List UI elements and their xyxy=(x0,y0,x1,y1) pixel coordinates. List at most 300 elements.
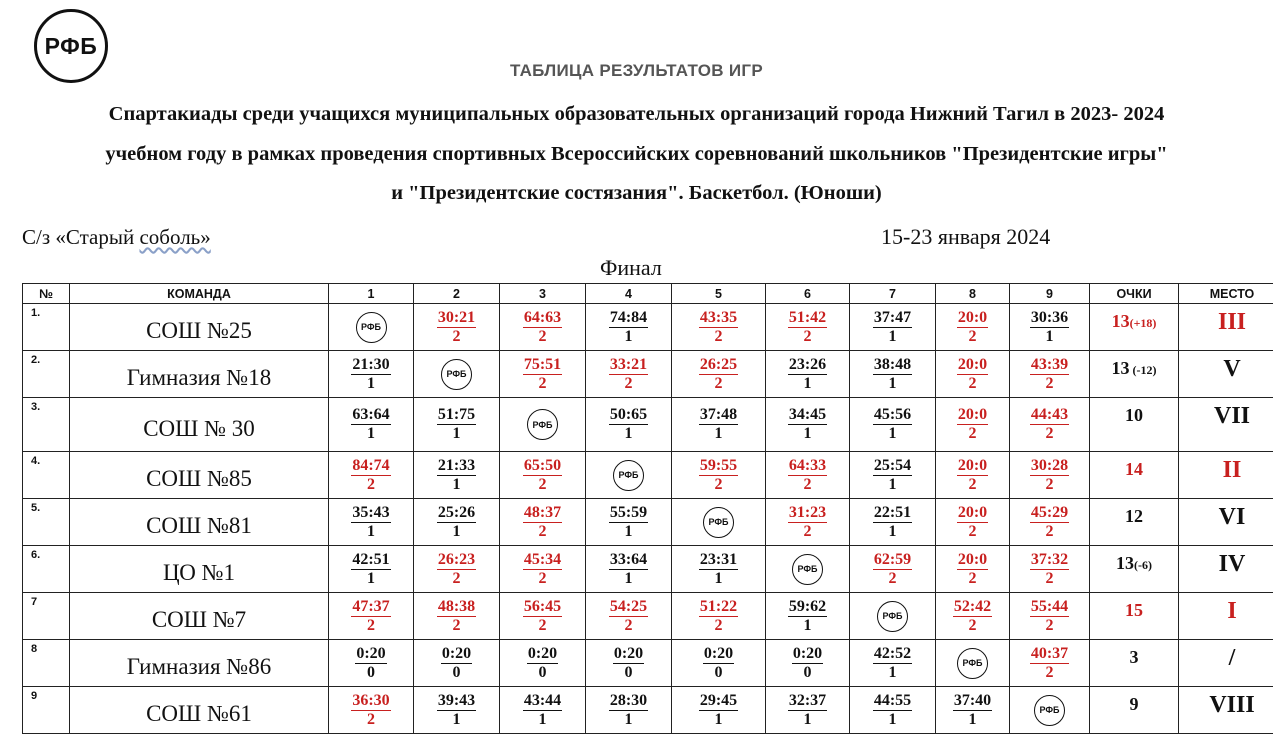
points-value: 12 xyxy=(1125,506,1143,526)
row-number: 4. xyxy=(23,452,70,499)
game-result xyxy=(523,356,562,393)
game-score: 35:43 xyxy=(352,503,390,521)
result-cell xyxy=(850,452,936,499)
game-points: 1 xyxy=(452,475,461,493)
game-result xyxy=(609,356,648,393)
game-score: 20:0 xyxy=(957,503,988,521)
logo-icon-text: РФБ xyxy=(618,470,639,480)
game-result xyxy=(873,645,912,682)
row-number: 6. xyxy=(23,546,70,593)
game-result xyxy=(957,309,988,346)
game-points: 1 xyxy=(888,475,897,493)
result-cell xyxy=(329,351,414,398)
game-result xyxy=(788,692,827,729)
game-result xyxy=(437,504,476,541)
result-cell xyxy=(766,546,850,593)
game-result xyxy=(437,692,476,729)
game-result xyxy=(437,309,476,346)
game-result xyxy=(788,457,827,494)
game-score: 43:39 xyxy=(1030,355,1069,373)
game-result xyxy=(1030,356,1069,393)
result-cell xyxy=(766,398,850,452)
game-points: 1 xyxy=(452,710,461,728)
game-score: 30:36 xyxy=(1030,308,1069,326)
final-place: II xyxy=(1179,452,1273,499)
row-number: 1. xyxy=(23,304,70,351)
points-value: 13 xyxy=(1116,553,1134,573)
game-points: 2 xyxy=(1045,522,1054,540)
team-name: СОШ №25 xyxy=(70,304,329,351)
venue-prefix: С/з «Старый xyxy=(22,225,140,249)
game-result xyxy=(699,406,738,443)
header-game-2: 2 xyxy=(414,284,500,304)
game-points: 1 xyxy=(888,522,897,540)
game-points: 1 xyxy=(803,425,812,442)
result-cell xyxy=(766,593,850,640)
result-cell xyxy=(672,546,766,593)
row-number: 3. xyxy=(23,398,70,452)
game-score: 37:32 xyxy=(1030,550,1069,568)
game-result xyxy=(1030,406,1069,443)
result-cell xyxy=(850,398,936,452)
game-points: 2 xyxy=(968,569,977,587)
game-score: 51:22 xyxy=(699,597,738,615)
result-cell xyxy=(936,546,1010,593)
game-points: 1 xyxy=(888,327,897,345)
result-cell xyxy=(850,499,936,546)
game-score: 22:51 xyxy=(873,503,912,521)
game-points: 2 xyxy=(1045,569,1054,587)
game-points: 2 xyxy=(714,327,723,345)
game-points: 1 xyxy=(366,425,375,442)
game-result xyxy=(703,645,734,682)
game-score: 48:38 xyxy=(437,597,476,615)
result-cell xyxy=(1010,452,1090,499)
rfb-logo-icon xyxy=(1034,695,1065,726)
game-score: 38:48 xyxy=(873,355,912,373)
game-points: 2 xyxy=(452,327,461,345)
points-value: 10 xyxy=(1125,405,1143,425)
result-cell xyxy=(672,687,766,734)
game-points: 1 xyxy=(624,569,633,587)
game-score: 55:59 xyxy=(609,503,648,521)
result-cell xyxy=(850,351,936,398)
venue xyxy=(22,225,211,250)
result-cell xyxy=(766,304,850,351)
game-result xyxy=(351,551,390,588)
game-result xyxy=(609,504,648,541)
game-score: 20:0 xyxy=(957,308,988,326)
game-score: 37:47 xyxy=(873,308,912,326)
game-points: 2 xyxy=(803,327,812,345)
game-result xyxy=(609,309,648,346)
game-points: 2 xyxy=(1045,374,1054,392)
game-result xyxy=(1030,645,1069,682)
tournament-dates: 15-23 января 2024 xyxy=(881,224,1051,249)
game-score: 23:26 xyxy=(788,355,827,373)
result-cell xyxy=(936,687,1010,734)
game-points: 2 xyxy=(968,522,977,540)
game-points: 0 xyxy=(538,663,547,681)
result-cell xyxy=(414,499,500,546)
game-points: 1 xyxy=(624,425,633,442)
row-number: 5. xyxy=(23,499,70,546)
game-score: 59:55 xyxy=(699,456,738,474)
header-game-9: 9 xyxy=(1010,284,1090,304)
table-row xyxy=(23,499,1273,546)
result-cell xyxy=(500,351,586,398)
document-heading: ТАБЛИЦА РЕЗУЛЬТАТОВ ИГР xyxy=(509,61,763,80)
game-score: 63:64 xyxy=(352,406,390,423)
game-result xyxy=(1030,457,1069,494)
game-score: 32:37 xyxy=(788,691,827,709)
game-score: 0:20 xyxy=(613,644,644,662)
table-row xyxy=(23,546,1273,593)
header-game-7: 7 xyxy=(850,284,936,304)
stage-title: Финал xyxy=(600,255,662,280)
game-result xyxy=(873,309,912,346)
result-cell xyxy=(586,546,672,593)
game-points: 2 xyxy=(968,425,977,442)
game-result xyxy=(1030,504,1069,541)
game-score: 51:75 xyxy=(437,406,476,423)
game-result xyxy=(609,406,648,443)
result-cell xyxy=(766,640,850,687)
game-points: 2 xyxy=(538,569,547,587)
result-cell xyxy=(329,304,414,351)
result-cell xyxy=(500,304,586,351)
result-cell xyxy=(500,452,586,499)
game-result xyxy=(523,309,562,346)
table-row xyxy=(23,398,1273,452)
result-cell xyxy=(500,640,586,687)
game-points: 1 xyxy=(624,710,633,728)
game-result xyxy=(699,309,738,346)
game-result xyxy=(437,598,476,635)
result-cell xyxy=(1010,304,1090,351)
game-result xyxy=(523,598,562,635)
game-result xyxy=(788,356,827,393)
game-score: 42:51 xyxy=(352,550,390,568)
game-result xyxy=(792,645,823,682)
game-score: 45:34 xyxy=(523,550,562,568)
result-cell xyxy=(1010,398,1090,452)
row-number: 7 xyxy=(23,593,70,640)
game-points: 1 xyxy=(803,710,812,728)
game-score: 26:25 xyxy=(699,355,738,373)
game-score: 0:20 xyxy=(792,644,823,662)
header-points: ОЧКИ xyxy=(1090,284,1179,304)
game-score: 23:31 xyxy=(699,550,738,568)
game-points: 1 xyxy=(624,522,633,540)
points-value: 9 xyxy=(1129,694,1139,714)
game-result xyxy=(873,457,912,494)
game-points: 1 xyxy=(888,663,897,681)
game-result xyxy=(788,309,827,346)
game-result xyxy=(957,406,988,443)
result-cell xyxy=(414,593,500,640)
game-points: 2 xyxy=(968,616,977,634)
table-row xyxy=(23,687,1273,734)
game-points: 1 xyxy=(888,425,897,442)
game-result xyxy=(788,598,827,635)
result-cell xyxy=(329,546,414,593)
total-points xyxy=(1090,304,1179,351)
result-cell xyxy=(586,452,672,499)
game-points: 2 xyxy=(1045,663,1054,681)
points-tiebreak: (-6) xyxy=(1134,558,1152,572)
result-cell xyxy=(586,640,672,687)
game-score: 26:23 xyxy=(437,550,476,568)
result-cell xyxy=(1010,499,1090,546)
rfb-logo-icon xyxy=(356,312,387,343)
final-place: VII xyxy=(1179,398,1273,452)
game-result xyxy=(957,457,988,494)
game-points: 0 xyxy=(714,663,723,681)
game-result xyxy=(523,504,562,541)
game-points: 1 xyxy=(624,327,633,345)
game-score: 21:30 xyxy=(352,355,390,373)
game-points: 2 xyxy=(624,374,633,392)
game-points: 2 xyxy=(714,616,723,634)
game-score: 42:52 xyxy=(873,644,912,662)
game-score: 45:56 xyxy=(873,406,912,423)
game-score: 64:33 xyxy=(788,456,827,474)
game-result xyxy=(609,598,648,635)
result-cell xyxy=(1010,593,1090,640)
game-points: 2 xyxy=(968,327,977,345)
game-result xyxy=(873,406,912,443)
game-points: 2 xyxy=(538,616,547,634)
game-score: 44:55 xyxy=(873,691,912,709)
game-result xyxy=(351,692,390,729)
team-name: Гимназия №18 xyxy=(70,351,329,398)
header-game-3: 3 xyxy=(500,284,586,304)
result-cell xyxy=(586,351,672,398)
game-score: 59:62 xyxy=(788,597,827,615)
game-result xyxy=(953,692,992,729)
game-points: 2 xyxy=(1045,616,1054,634)
total-points xyxy=(1090,499,1179,546)
logo-icon-text: РФБ xyxy=(708,517,729,527)
game-result xyxy=(609,692,648,729)
game-score: 64:63 xyxy=(523,308,562,326)
result-cell xyxy=(672,351,766,398)
game-result xyxy=(437,457,476,494)
game-points: 2 xyxy=(538,475,547,493)
game-points: 1 xyxy=(714,425,723,442)
header-game-1: 1 xyxy=(329,284,414,304)
title-line-2: учебном году в рамках проведения спортивных Всероссийских соревнований школьников "Президентские игры" xyxy=(105,143,1168,165)
team-name: СОШ №81 xyxy=(70,499,329,546)
game-result xyxy=(873,356,912,393)
game-result xyxy=(699,692,738,729)
result-cell xyxy=(672,593,766,640)
game-result xyxy=(873,551,912,588)
result-cell xyxy=(766,351,850,398)
venue-name-underlined: соболь» xyxy=(139,225,211,249)
total-points xyxy=(1090,351,1179,398)
game-result xyxy=(788,406,827,443)
result-cell xyxy=(586,398,672,452)
game-points: 2 xyxy=(803,522,812,540)
result-cell xyxy=(414,640,500,687)
result-cell xyxy=(1010,687,1090,734)
game-points: 1 xyxy=(452,425,461,442)
points-tiebreak: (+18) xyxy=(1129,316,1157,330)
row-number: 8 xyxy=(23,640,70,687)
game-points: 1 xyxy=(452,522,461,540)
points-tiebreak: (-12) xyxy=(1129,363,1157,377)
result-cell xyxy=(936,452,1010,499)
result-cell xyxy=(414,546,500,593)
result-cell xyxy=(1010,640,1090,687)
game-points: 2 xyxy=(803,475,812,493)
game-points: 2 xyxy=(366,616,375,634)
game-points: 1 xyxy=(888,374,897,392)
result-cell xyxy=(586,687,672,734)
rfb-logo-icon xyxy=(957,648,988,679)
game-score: 40:37 xyxy=(1030,644,1069,662)
game-points: 1 xyxy=(1045,327,1054,345)
result-cell xyxy=(936,398,1010,452)
game-score: 33:64 xyxy=(609,550,648,568)
game-points: 2 xyxy=(452,569,461,587)
result-cell xyxy=(414,398,500,452)
game-score: 55:44 xyxy=(1030,597,1069,615)
header-place: МЕСТО xyxy=(1179,284,1273,304)
table-row xyxy=(23,351,1273,398)
game-score: 34:45 xyxy=(788,406,827,423)
game-points: 1 xyxy=(714,569,723,587)
game-points: 1 xyxy=(888,710,897,728)
points-value: 13 xyxy=(1111,358,1130,378)
game-result xyxy=(355,645,386,682)
game-result xyxy=(437,551,476,588)
game-score: 20:0 xyxy=(957,355,988,373)
result-cell xyxy=(672,499,766,546)
header-team: КОМАНДА xyxy=(70,284,329,304)
game-result xyxy=(699,598,738,635)
final-place: IV xyxy=(1179,546,1273,593)
game-score: 20:0 xyxy=(957,456,988,474)
team-name: СОШ №7 xyxy=(70,593,329,640)
team-name: Гимназия №86 xyxy=(70,640,329,687)
result-cell xyxy=(1010,351,1090,398)
game-result xyxy=(1030,551,1069,588)
result-cell xyxy=(850,304,936,351)
game-result xyxy=(873,504,912,541)
header-game-5: 5 xyxy=(672,284,766,304)
game-result xyxy=(699,356,738,393)
game-score: 0:20 xyxy=(703,644,734,662)
result-cell xyxy=(500,499,586,546)
game-points: 0 xyxy=(624,663,633,681)
game-score: 28:30 xyxy=(609,691,648,709)
logo-icon-text: РФБ xyxy=(1039,705,1060,715)
game-result xyxy=(351,356,390,393)
game-points: 2 xyxy=(538,327,547,345)
game-score: 44:43 xyxy=(1030,406,1069,423)
result-cell xyxy=(672,304,766,351)
game-score: 37:48 xyxy=(699,406,738,423)
game-score: 36:30 xyxy=(352,691,390,709)
result-cell xyxy=(936,499,1010,546)
game-score: 0:20 xyxy=(356,644,386,662)
game-result xyxy=(699,551,738,588)
total-points xyxy=(1090,687,1179,734)
game-points: 2 xyxy=(1045,475,1054,493)
game-result xyxy=(609,551,648,588)
game-result xyxy=(873,692,912,729)
result-cell xyxy=(329,687,414,734)
result-cell xyxy=(936,640,1010,687)
result-cell xyxy=(936,351,1010,398)
logo-icon-text: РФБ xyxy=(532,419,553,430)
header-game-4: 4 xyxy=(586,284,672,304)
points-value: 15 xyxy=(1125,600,1143,620)
game-score: 37:40 xyxy=(953,691,992,709)
game-score: 47:37 xyxy=(352,597,390,615)
game-points: 0 xyxy=(803,663,812,681)
game-score: 25:26 xyxy=(437,503,476,521)
result-cell xyxy=(329,499,414,546)
table-row xyxy=(23,304,1273,351)
result-cell xyxy=(329,398,414,452)
result-cell xyxy=(766,687,850,734)
game-result xyxy=(351,504,390,541)
team-name: СОШ № 30 xyxy=(70,398,329,452)
game-points: 1 xyxy=(714,710,723,728)
header-game-8: 8 xyxy=(936,284,1010,304)
game-score: 50:65 xyxy=(609,406,648,423)
game-score: 75:51 xyxy=(523,355,562,373)
game-score: 84:74 xyxy=(352,456,390,474)
rfb-logo-icon xyxy=(703,507,734,538)
rfb-logo-icon xyxy=(877,601,908,632)
result-cell xyxy=(414,351,500,398)
game-points: 1 xyxy=(968,710,977,728)
game-result xyxy=(1030,598,1069,635)
result-cell xyxy=(329,640,414,687)
game-points: 0 xyxy=(366,663,375,681)
game-score: 39:43 xyxy=(437,691,476,709)
final-place: III xyxy=(1179,304,1273,351)
game-score: 30:28 xyxy=(1030,456,1069,474)
game-result xyxy=(788,504,827,541)
result-cell xyxy=(1010,546,1090,593)
game-points: 2 xyxy=(366,710,375,728)
game-result xyxy=(441,645,472,682)
table-row xyxy=(23,640,1273,687)
result-cell xyxy=(500,593,586,640)
game-points: 2 xyxy=(624,616,633,634)
game-points: 1 xyxy=(366,569,375,587)
result-cell xyxy=(414,687,500,734)
game-points: 2 xyxy=(538,374,547,392)
game-score: 31:23 xyxy=(788,503,827,521)
logo-icon-text: РФБ xyxy=(962,658,983,668)
game-points: 2 xyxy=(714,475,723,493)
game-score: 21:33 xyxy=(437,456,476,474)
rfb-logo-icon xyxy=(792,554,823,585)
header-no: № xyxy=(23,284,70,304)
game-score: 74:84 xyxy=(609,308,648,326)
game-result xyxy=(957,551,988,588)
game-score: 52:42 xyxy=(953,597,992,615)
header-game-6: 6 xyxy=(766,284,850,304)
game-score: 20:0 xyxy=(957,406,988,423)
